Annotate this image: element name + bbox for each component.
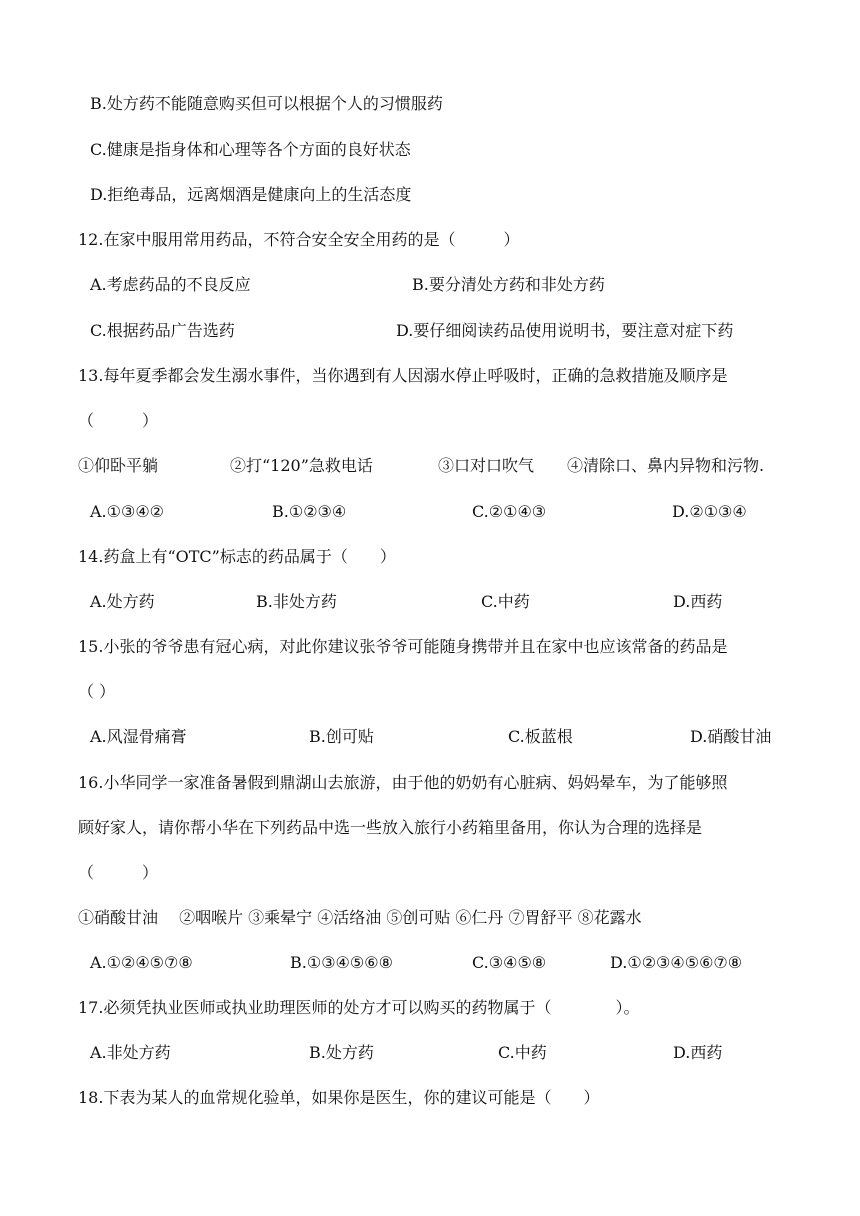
q13-step-4: ④清除口、鼻内异物和污物. [567, 456, 765, 475]
q16-stem-line-2: 顾好家人，请你帮小华在下列药品中选一些放入旅行小药箱里备用，你认为合理的选择是 [78, 818, 703, 837]
q13-option-a: A.①③④② [90, 502, 165, 521]
q13-stem: 13.每年夏季都会发生溺水事件，当你遇到有人因溺水停止呼吸时，正确的急救措施及顺序是 [78, 366, 728, 385]
q17-option-b: B.处方药 [309, 1043, 374, 1062]
q12-option-d: D.要仔细阅读药品使用说明书，要注意对症下药 [396, 321, 734, 340]
q13-step-3: ③口对口吹气 [438, 456, 535, 475]
q12-option-c: C.根据药品广告选药 [90, 321, 235, 340]
q12-option-b: B.要分清处方药和非处方药 [412, 275, 605, 294]
q17-option-d: D.西药 [673, 1043, 723, 1062]
q16-option-c: C.③④⑤⑧ [472, 953, 547, 972]
q16-stem-line-1: 16.小华同学一家准备暑假到鼎湖山去旅游，由于他的奶奶有心脏病、妈妈晕车，为了能够照 [78, 773, 728, 792]
q14-option-c: C.中药 [481, 592, 530, 611]
q15-option-b: B.创可贴 [309, 727, 374, 746]
q17-option-c: C.中药 [498, 1043, 547, 1062]
q13-step-1: ①仰卧平躺 [78, 456, 159, 475]
q11-option-b: B.处方药不能随意购买但可以根据个人的习惯服药 [90, 94, 443, 113]
q16-paren: （ ） [78, 863, 159, 882]
q15-option-c: C.板蓝根 [508, 727, 573, 746]
q13-paren: （ ） [78, 411, 159, 430]
q15-option-a: A.风湿骨痛膏 [90, 727, 187, 746]
q13-option-d: D.②①③④ [672, 502, 747, 521]
q14-option-a: A.处方药 [90, 592, 155, 611]
q12-stem: 12.在家中服用常用药品，不符合安全安全用药的是（ ） [78, 230, 520, 249]
q13-option-b: B.①②③④ [272, 502, 347, 521]
q16-option-a: A.①②④⑤⑦⑧ [90, 953, 193, 972]
q12-option-a: A.考虑药品的不良反应 [90, 275, 251, 294]
q18-stem: 18.下表为某人的血常规化验单，如果你是医生，你的建议可能是（ ） [78, 1088, 600, 1107]
q17-option-a: A.非处方药 [90, 1043, 171, 1062]
q17-stem: 17.必须凭执业医师或执业助理医师的处方才可以购买的药物属于（ ）。 [78, 998, 640, 1017]
q16-option-b: B.①③④⑤⑥⑧ [290, 953, 393, 972]
q14-option-d: D.西药 [673, 592, 723, 611]
q11-option-d: D.拒绝毒品，远离烟酒是健康向上的生活态度 [90, 185, 412, 204]
q15-option-d: D.硝酸甘油 [690, 727, 772, 746]
q14-stem: 14.药盒上有“OTC”标志的药品属于（ ） [78, 547, 396, 566]
q14-option-b: B.非处方药 [256, 592, 337, 611]
q16-items: ①硝酸甘油 ②咽喉片 ③乘晕宁 ④活络油 ⑤创可贴 ⑥仁丹 ⑦胃舒平 ⑧花露水 [78, 908, 642, 927]
q15-stem: 15.小张的爷爷患有冠心病，对此你建议张爷爷可能随身携带并且在家中也应该常备的药品是 [78, 637, 728, 656]
q13-option-c: C.②①④③ [472, 502, 547, 521]
q15-paren: （ ） [78, 682, 116, 701]
q11-option-c: C.健康是指身体和心理等各个方面的良好状态 [90, 140, 411, 159]
q16-option-d: D.①②③④⑤⑥⑦⑧ [610, 953, 743, 972]
q13-step-2: ②打“120”急救电话 [230, 456, 373, 475]
